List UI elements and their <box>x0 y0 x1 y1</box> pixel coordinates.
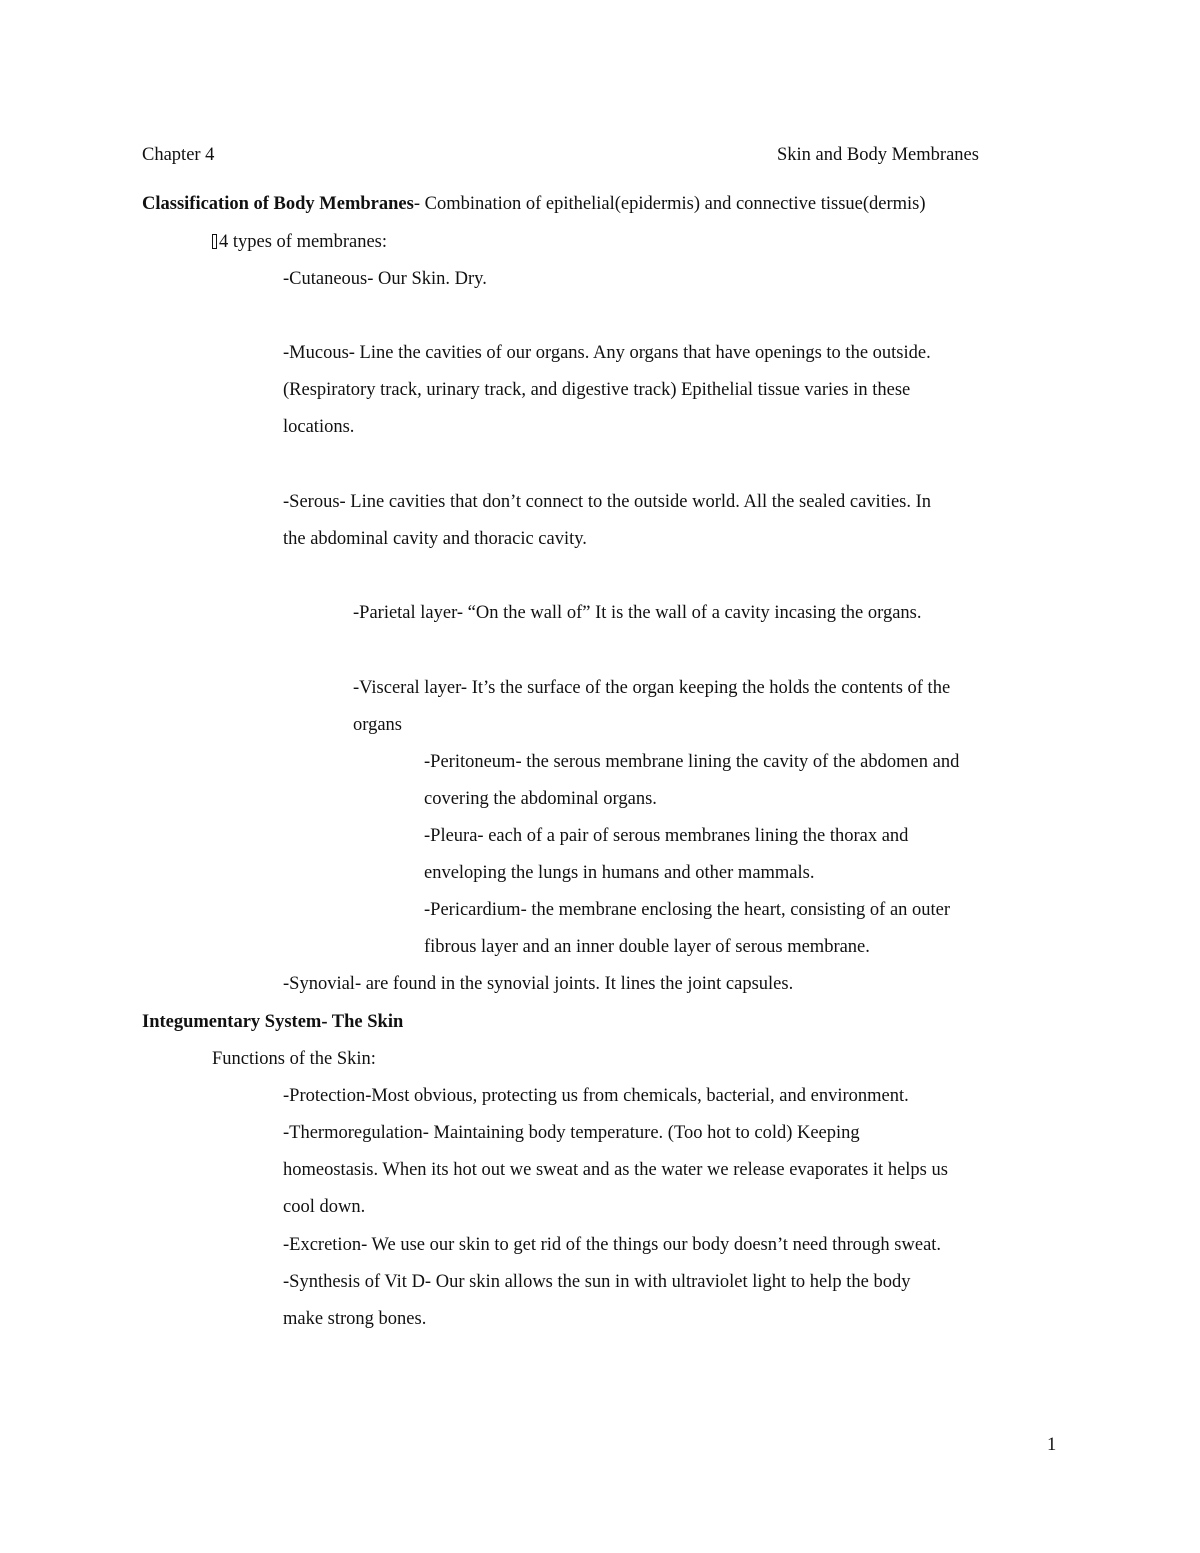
chapter-label: Chapter 4 <box>142 145 215 165</box>
vitd-line-1: -Synthesis of Vit D- Our skin allows the sun in with ultraviolet light to help the body <box>283 1272 911 1292</box>
mucous-line-3: locations. <box>283 417 355 437</box>
types-intro-line <box>212 231 387 253</box>
thermoregulation-line-2: homeostasis. When its hot out we sweat and as the water we release evaporates it helps us <box>283 1160 948 1180</box>
mucous-line-2: (Respiratory track, urinary track, and digestive track) Epithelial tissue varies in these <box>283 380 911 400</box>
pleura-line-2: enveloping the lungs in humans and other mammals. <box>424 863 815 883</box>
parietal-text: -Parietal layer- “On the wall of” It is the wall of a cavity incasing the organs. <box>353 603 922 623</box>
peritoneum-line-2: covering the abdominal organs. <box>424 789 657 809</box>
page-number: 1 <box>1047 1435 1057 1455</box>
serous-line-1: -Serous- Line cavities that don’t connect to the outside world. All the sealed cavities. In <box>283 492 932 512</box>
peritoneum-line-1: -Peritoneum- the serous membrane lining the cavity of the abdomen and <box>424 752 960 772</box>
section-heading-classification <box>142 193 926 215</box>
pleura-line-1: -Pleura- each of a pair of serous membranes lining the thorax and <box>424 826 909 846</box>
thermoregulation-line-1: -Thermoregulation- Maintaining body temperature. (Too hot to cold) Keeping <box>283 1123 860 1143</box>
cutaneous-text: -Cutaneous- Our Skin. Dry. <box>283 269 487 289</box>
section-heading-bold: Classification of Body Membranes <box>142 194 414 214</box>
chapter-title: Skin and Body Membranes <box>777 145 979 165</box>
mucous-line-1: -Mucous- Line the cavities of our organs. Any organs that have openings to the outside. <box>283 343 931 363</box>
visceral-line-1: -Visceral layer- It’s the surface of the organ keeping the holds the contents of the <box>353 678 951 698</box>
section-heading-rest: - Combination of epithelial(epidermis) and connective tissue(dermis) <box>413 194 926 214</box>
pericardium-line-2: fibrous layer and an inner double layer of serous membrane. <box>424 937 870 957</box>
missing-glyph-icon <box>212 234 217 249</box>
synovial-text: -Synovial- are found in the synovial joints. It lines the joint capsules. <box>283 974 794 994</box>
visceral-line-2: organs <box>353 715 402 735</box>
functions-intro: Functions of the Skin: <box>212 1049 376 1069</box>
types-intro: 4 types of membranes: <box>219 232 387 252</box>
section-heading-integumentary: Integumentary System- The Skin <box>142 1012 404 1032</box>
excretion-text: -Excretion- We use our skin to get rid of the things our body doesn’t need through sweat. <box>283 1235 942 1255</box>
vitd-line-2: make strong bones. <box>283 1309 427 1329</box>
protection-text: -Protection-Most obvious, protecting us from chemicals, bacterial, and environment. <box>283 1086 909 1106</box>
pericardium-line-1: -Pericardium- the membrane enclosing the heart, consisting of an outer <box>424 900 951 920</box>
thermoregulation-line-3: cool down. <box>283 1197 366 1217</box>
serous-line-2: the abdominal cavity and thoracic cavity. <box>283 529 587 549</box>
